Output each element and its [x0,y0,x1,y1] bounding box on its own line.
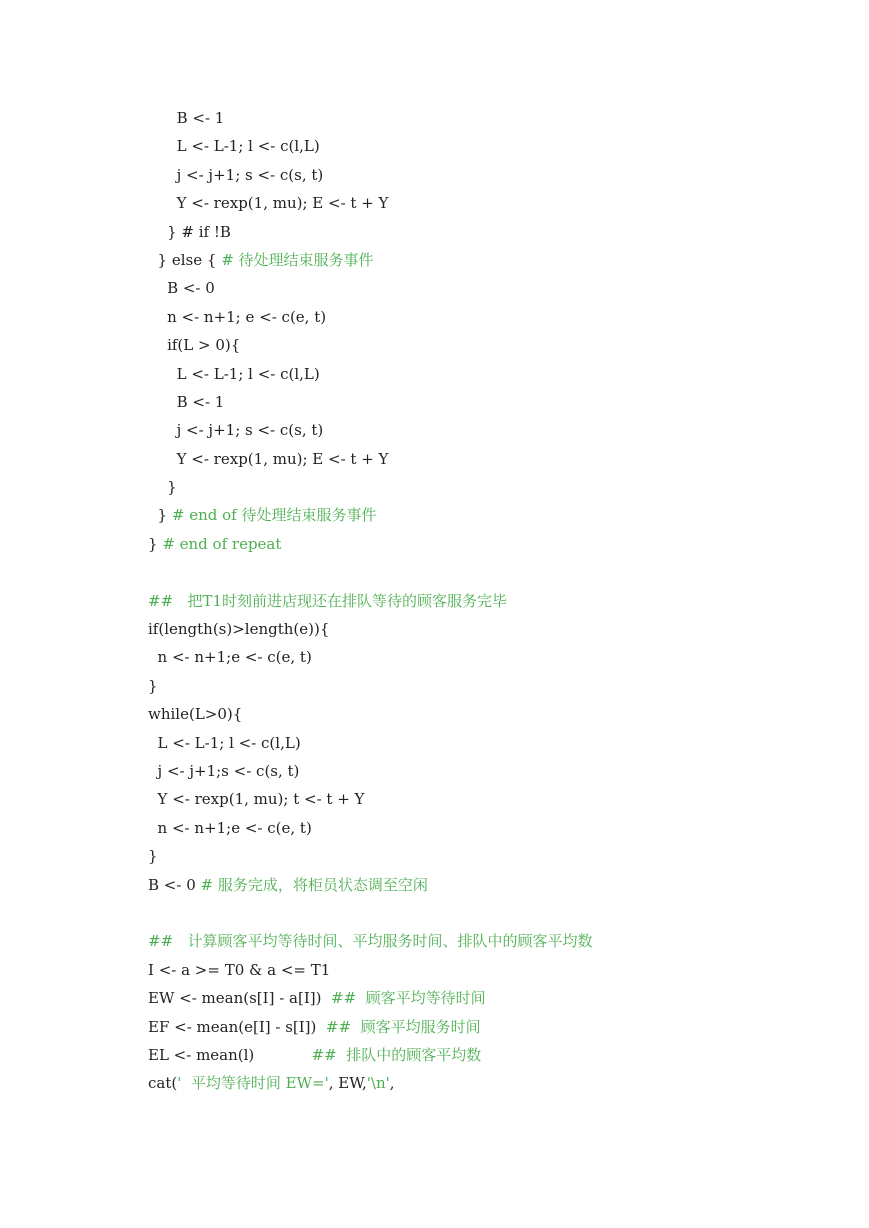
code-text: B <- 0 [148,279,215,298]
code-line [148,218,592,246]
code-line [148,161,592,189]
code-line [148,984,592,1012]
code-line [148,473,592,501]
code-comment: ## 顾客平均等待时间 [331,989,486,1008]
code-text: if(L > 0){ [148,336,241,355]
code-comment: ## 顾客平均服务时间 [325,1017,481,1036]
code-line [148,501,592,529]
code-text: } [148,847,158,866]
code-text: L <- L-1; l <- c(l,L) [148,733,301,752]
code-comment: ## 排队中的顾客平均数 [311,1045,482,1064]
code-line [148,643,592,671]
code-comment: # 待处理结束服务事件 [221,250,374,269]
code-text: } # if !B [148,222,231,241]
code-text: j <- j+1; s <- c(s, t) [148,165,324,184]
code-text: EW <- mean(s[I] - a[I]) [148,989,331,1008]
cat-string-newline: '\n' [366,1074,390,1093]
code-text: } [148,478,177,497]
code-line [148,246,592,274]
code-text: L <- L-1; l <- c(l,L) [148,137,320,156]
code-line [148,842,592,870]
code-line [148,189,592,217]
code-line [148,416,592,444]
code-text: EL <- mean(l) [148,1045,312,1064]
code-line [148,729,592,757]
code-text: Y <- rexp(1, mu); E <- t + Y [148,449,389,468]
code-text: Y <- rexp(1, mu); E <- t + Y [148,194,389,213]
code-text: while(L>0){ [148,705,243,724]
code-text: B <- 1 [148,392,225,411]
code-line [148,785,592,813]
code-text: Y <- rexp(1, mu); t <- t + Y [148,790,365,809]
code-text: B <- 1 [148,109,225,127]
code-line [148,274,592,302]
code-line [148,132,592,160]
code-line [148,700,592,728]
code-text: } [148,506,172,525]
code-comment: ## 计算顾客平均等待时间、平均服务时间、排队中的顾客平均数 [148,932,593,951]
code-line [148,757,592,785]
code-line [148,672,592,700]
code-line [148,388,592,416]
code-text: n <- n+1;e <- c(e, t) [148,648,312,667]
code-line-cat [148,1069,592,1097]
code-line [148,445,592,473]
code-line [148,587,592,615]
code-text: I <- a >= T0 & a <= T1 [148,960,331,979]
code-line [148,1013,592,1041]
code-text: B <- 0 [148,875,201,894]
code-comment: ## 把T1时刻前进店现还在排队等待的顾客服务完毕 [148,591,507,610]
cat-prefix: cat( [148,1074,178,1093]
code-text: EF <- mean(e[I] - s[I]) [148,1017,326,1036]
code-text: } [148,676,158,695]
code-comment: # end of 待处理结束服务事件 [171,506,377,525]
code-text: L <- L-1; l <- c(l,L) [148,364,320,383]
code-line [148,558,592,586]
code-text: j <- j+1; s <- c(s, t) [148,421,324,440]
code-line [148,104,592,132]
code-line [148,303,592,331]
code-line [148,899,592,927]
code-comment: # end of repeat [162,534,282,553]
code-line [148,956,592,984]
code-text: } else { [148,250,222,269]
code-text: j <- j+1;s <- c(s, t) [148,761,300,780]
code-block [148,104,592,1098]
code-line [148,814,592,842]
cat-string-label: ' 平均等待时间 EW=' [177,1074,329,1093]
code-text: n <- n+1; e <- c(e, t) [148,307,327,326]
code-text: if(length(s)>length(e)){ [148,620,330,639]
code-text: n <- n+1;e <- c(e, t) [148,818,312,837]
code-line [148,360,592,388]
code-line [148,871,592,899]
code-line [148,331,592,359]
code-line [148,927,592,955]
code-line [148,530,592,558]
cat-suffix: , [389,1074,395,1093]
code-line [148,1041,592,1069]
code-line [148,615,592,643]
code-comment: # 服务完成，将柜员状态调至空闲 [200,875,428,894]
code-text: } [148,534,163,553]
cat-middle: , EW, [328,1074,367,1093]
